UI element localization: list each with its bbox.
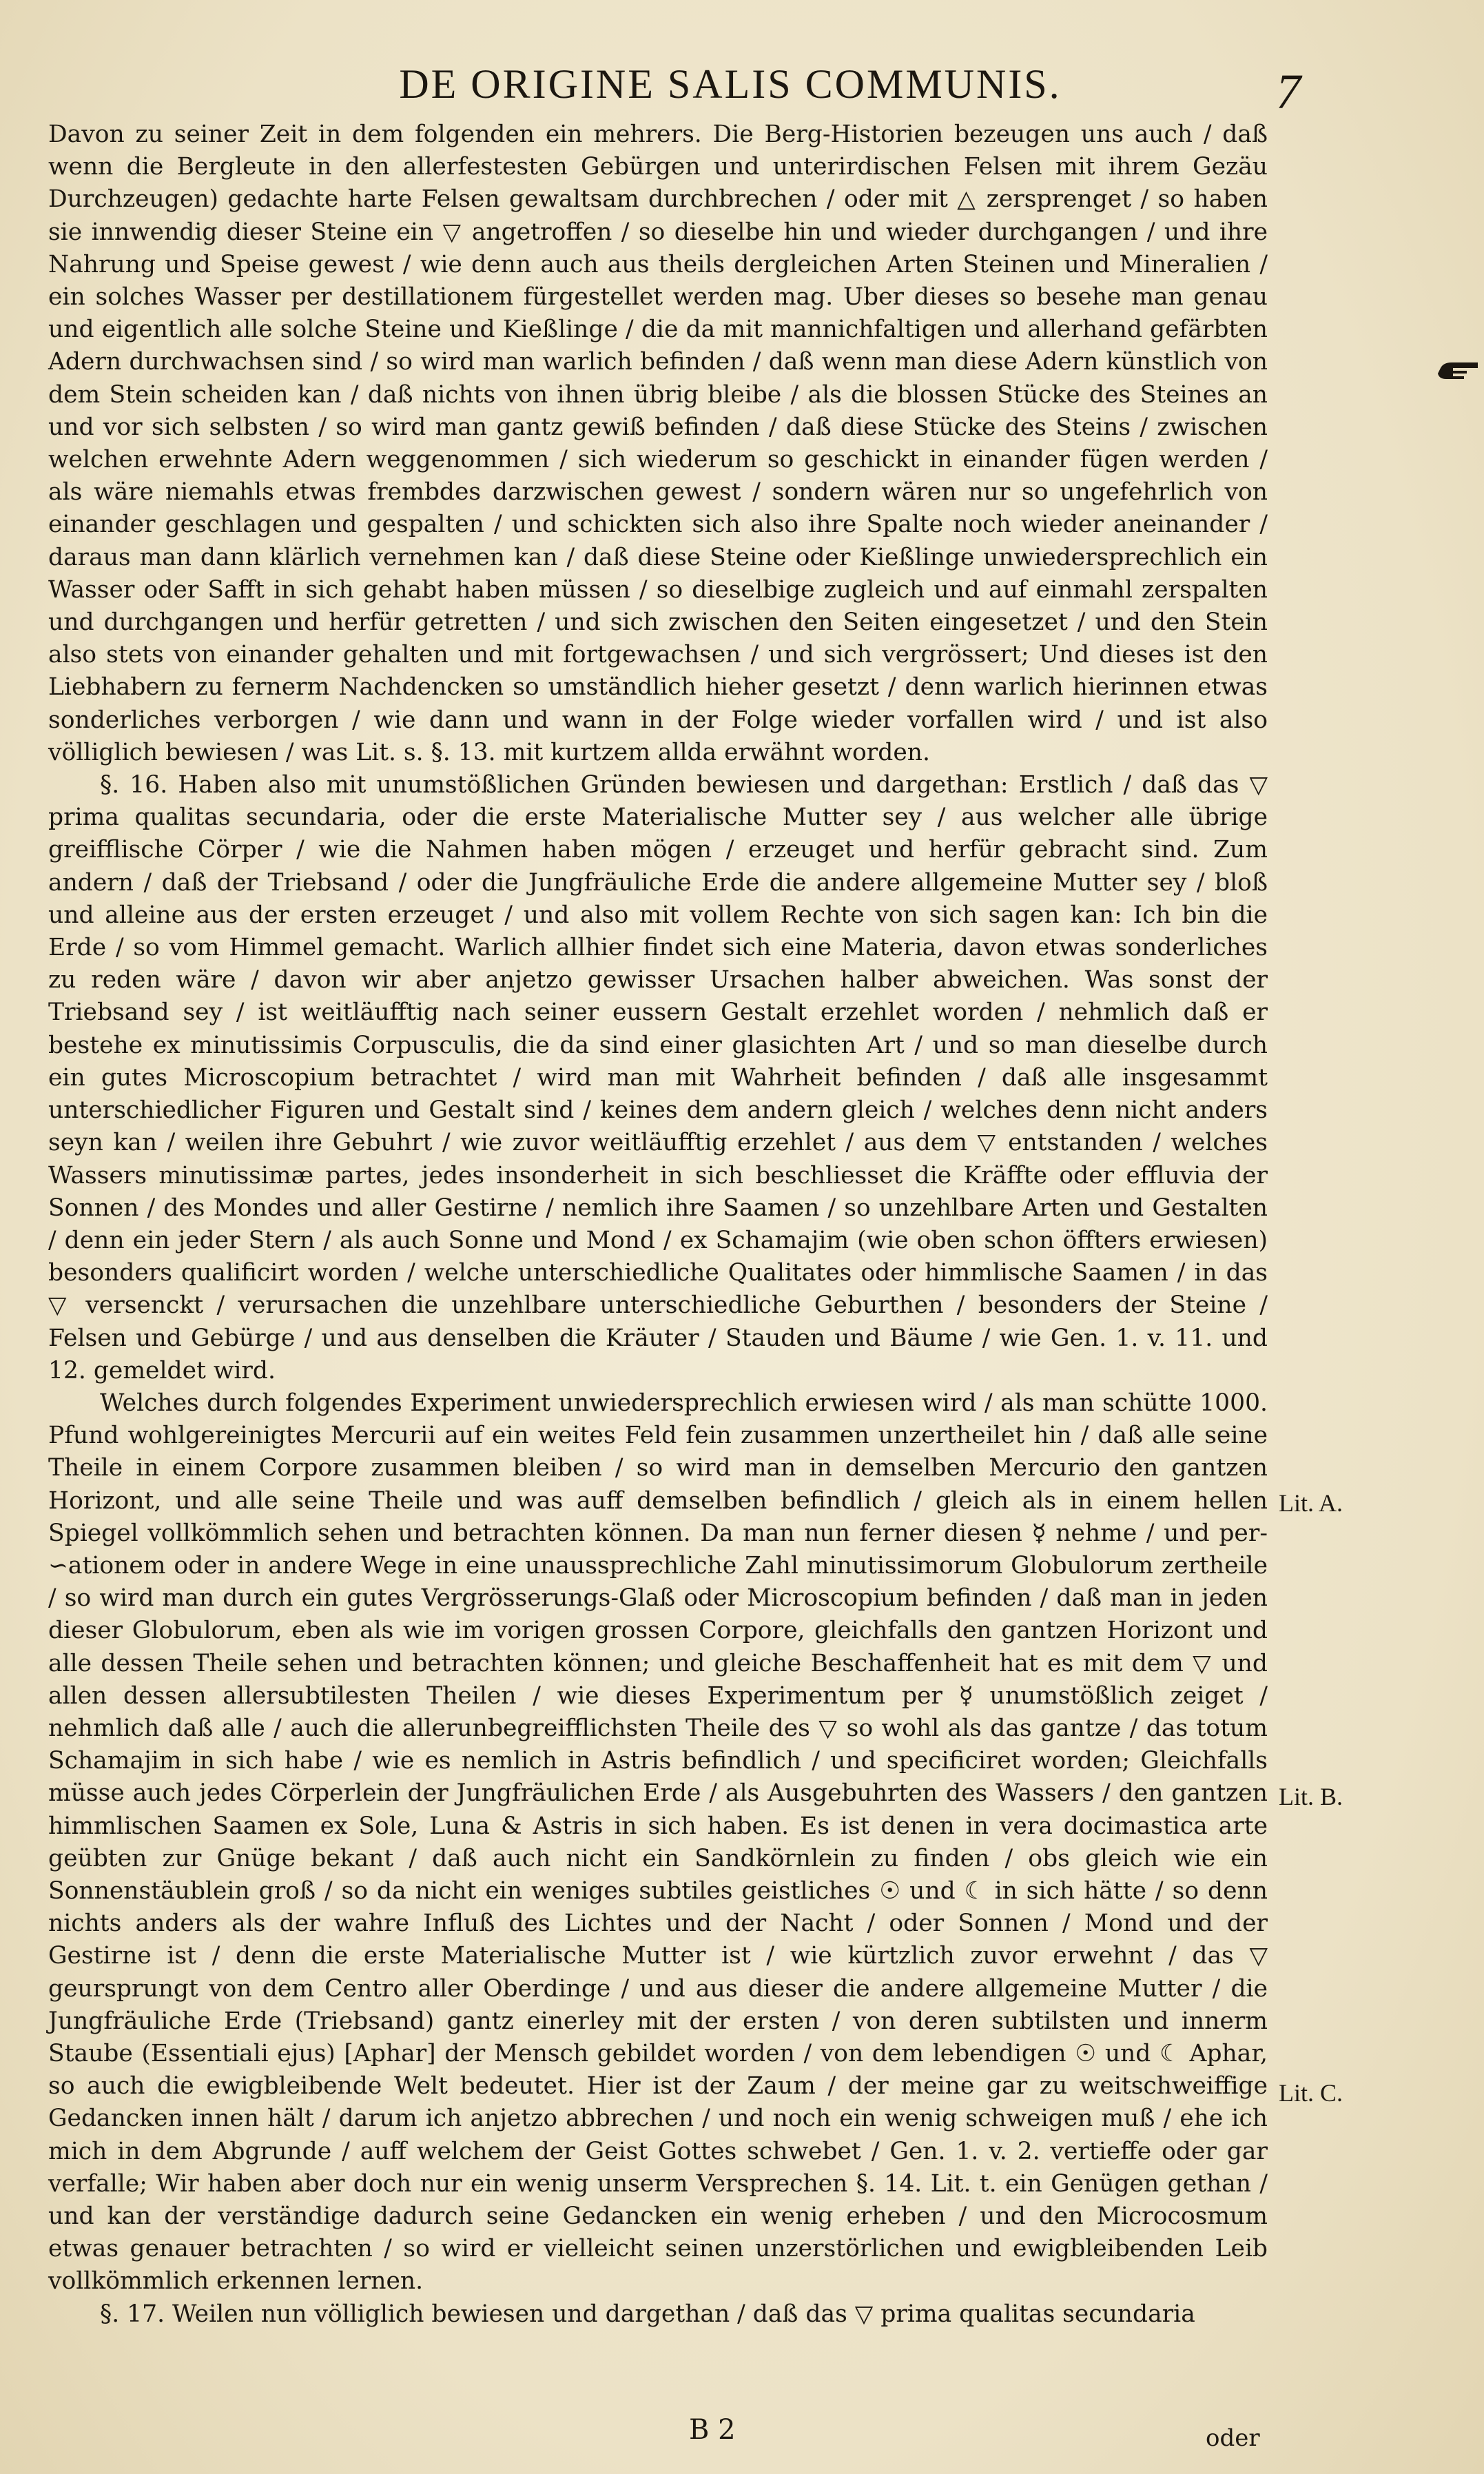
body-text bbox=[48, 119, 1268, 2331]
margin-note-lit-c: Lit. C. bbox=[1279, 2079, 1343, 2107]
running-title: DE ORIGINE SALIS COMMUNIS. bbox=[399, 61, 1062, 107]
paragraph-3-experiment: Welches durch folgendes Experiment unwiedersprechlich erwiesen wird / als man schütte 1000. Pfund wohlgereinigtes Mercurii auf ein weites Feld fein zusammen unzertheilet hin / daß alle seine Theile in einem Corpore zusammen bleiben / so wird man in demselben Mercurio den gantzen Horizont, und alle seine Theile und was auff demselben befindlich / gleich als in einem hellen Spiegel vollkömmlich sehen und betrachten können. Da man nun ferner diesen ☿ nehme / und per-∽ationem oder in andere Wege in eine unaussprechliche Zahl minutissimorum Globulorum zertheile / so wird man durch ein gutes Vergrösserungs-Glaß oder Microscopium befinden / daß man in jeden dieser Globulorum, eben als wie im vorigen grossen Corpore, gleichfalls den gantzen Horizont und alle dessen Theile sehen und betrachten können; und gleiche Beschaffenheit hat es mit dem ▽ und allen dessen allersubtilesten Theilen / wie dieses Experimentum per ☿ unumstößlich zeiget / nehmlich daß alle / auch die allerunbegreifflichsten Theile des ▽ so wohl als das gantze / das totum Schamajim in sich habe / wie es nemlich in Astris befindlich / und specificiret worden; Gleichfalls müsse auch jedes Cörperlein der Jungfräulichen Erde / als Ausgebuhrten des Wassers / den gantzen himmlischen Saamen ex Sole, Luna & Astris in sich haben. Es ist denen in vera docimastica arte geübten zur Gnüge bekant / daß auch nicht ein Sandkörnlein zu finden / obs gleich wie ein Sonnenstäublein groß / so da nicht ein weniges subtiles geistliches ☉ und ☾ in sich hätte / so denn nichts anders als der wahre Influß des Lichtes und der Nacht / oder Sonnen / Mond und der Gestirne ist / denn die erste Materialische Mutter ist / wie kürtzlich zuvor erwehnt / das ▽ geursprungt von dem Centro aller Oberdinge / und aus dieser die andere allgemeine Mutter / die Jungfräuliche Erde (Triebsand) gantz einerley mit der ersten / von deren subtilsten und innerm Staube (Essentiali ejus) [Aphar] der Mensch gebildet worden / von dem lebendigen ☉ und ☾ Aphar, so auch die ewigbleibende Welt bedeutet. Hier ist der Zaum / der meine gar zu weitschweiffige Gedancken innen hält / darum ich anjetzo abbrechen / und noch ein wenig schweigen muß / ehe ich mich in dem Abgrunde / auff welchem der Geist Gottes schwebet / Gen. 1. v. 2. vertieffe oder gar verfalle; Wir haben aber doch nur ein wenig unserm Versprechen §. 14. Lit. t. ein Genügen gethan / und kan der verständige dadurch seine Gedancken ein wenig erheben / und den Microcosmum etwas genauer betrachten / so wird er vielleicht seinen unzerstörlichen und ewigbleibenden Leib vollkömmlich erkennen lernen. bbox=[48, 1389, 1268, 2296]
margin-note-lit-b: Lit. B. bbox=[1279, 1783, 1343, 1810]
page-number: 7 bbox=[1276, 64, 1301, 119]
paragraph-1: Davon zu seiner Zeit in dem folgenden ein mehrers. Die Berg-Historien bezeugen uns auch / daß wenn die Bergleute in den allerfestesten Gebürgen und unterirdischen Felsen mit ihrem Gezäu Durchzeugen) gedachte harte Felsen gewaltsam durchbrechen / oder mit △ zersprenget / so haben sie innwendig dieser Steine ein ▽ angetroffen / so dieselbe hin und wieder durchgangen / und ihre Nahrung und Speise gewest / wie denn auch aus theils dergleichen Arten Steinen und Mineralien / ein solches Wasser per destillationem fürgestellet werden mag. Uber dieses so besehe man genau und eigentlich alle solche Steine und Kießlinge / die da mit mannichfaltigen und allerhand gefärbten Adern durchwachsen sind / so wird man warlich befinden / daß wenn man diese Adern künstlich von dem Stein scheiden kan / daß nichts von ihnen übrig bleibe / als die blossen Stücke des Steines an und vor sich selbsten / so wird man gantz gewiß befinden / daß diese Stücke des Steins / zwischen welchen erwehnte Adern weggenommen / sich wiederum so geschickt in einander fügen werden / als wäre niemahls etwas frembdes darzwischen gewest / sondern wären nur so ungefehrlich von einander geschlagen und gespalten / und schickten sich also ihre Spalte noch wieder aneinander / daraus man dann klärlich vernehmen kan / daß diese Steine oder Kießlinge unwiedersprechlich ein Wasser oder Safft in sich gehabt haben müssen / so dieselbige zugleich und auf einmahl zerspalten und durchgangen und herfür getretten / und sich zwischen den Seiten eingesetzet / und den Stein also stets von einander gehalten und mit fortgewachsen / und sich vergrössert; Und dieses ist den Liebhabern zu fernerm Nachdencken so umständlich hieher gesetzt / denn warlich hierinnen etwas sonderliches verborgen / wie dann und wann in der Folge wieder vorfallen wird / und ist also völliglich bewiesen / was Lit. s. §. 13. mit kurtzem allda erwähnt worden. bbox=[48, 121, 1268, 766]
signature-mark: B 2 bbox=[689, 2414, 736, 2446]
margin-note-lit-a: Lit. A. bbox=[1279, 1489, 1343, 1517]
pointing-hand-icon bbox=[1436, 358, 1478, 383]
paragraph-4-section-17: §. 17. Weilen nun völliglich bewiesen und dargethan / daß das ▽ prima qualitas secundaria bbox=[100, 2300, 1195, 2328]
paragraph-2-section-16: §. 16. Haben also mit unumstößlichen Gründen bewiesen und dargethan: Erstlich / daß das ▽ prima qualitas secundaria, oder die erste Materialische Mutter sey / aus welcher alle übrige greifflische Cörper / wie die Nahmen haben mögen / erzeuget und herfür gebracht sind. Zum andern / daß der Triebsand / oder die Jungfräuliche Erde die andere allgemeine Mutter sey / bloß und alleine aus der ersten erzeuget / und also mit vollem Rechte von sich sagen kan: Ich bin die Erde / so vom Himmel gemacht. Warlich allhier findet sich eine Materia, davon etwas sonderliches zu reden wäre / davon wir aber anjetzo gewisser Ursachen halber abweichen. Was sonst der Triebsand sey / ist weitläufftig nach seiner eussern Gestalt erzehlet worden / nehmlich daß er bestehe ex minutissimis Corpusculis, die da sind einer glasichten Art / und so man dieselbe durch ein gutes Microscopium betrachtet / wird man mit Wahrheit befinden / daß alle insgesammt unterschiedlicher Figuren und Gestalt sind / keines dem andern gleich / welches denn nicht anders seyn kan / weilen ihre Gebuhrt / wie zuvor weitläufftig erzehlet / aus dem ▽ entstanden / welches Wassers minutissimæ partes, jedes insonderheit in sich beschliesset die Kräffte oder effluvia der Sonnen / des Mondes und aller Gestirne / nemlich ihre Saamen / so unzehlbare Arten und Gestalten / denn ein jeder Stern / als auch Sonne und Mond / ex Schamajim (wie oben schon öffters erwiesen) besonders qualificirt worden / welche unterschiedliche Qualitates oder himmlische Saamen / in das ▽ versenckt / verursachen die unzehlbare unterschiedliche Geburthen / besonders der Steine / Felsen und Gebürge / und aus denselben die Kräuter / Stauden und Bäume / wie Gen. 1. v. 11. und 12. gemeldet wird. bbox=[48, 771, 1268, 1384]
catchword: oder bbox=[1206, 2424, 1260, 2452]
